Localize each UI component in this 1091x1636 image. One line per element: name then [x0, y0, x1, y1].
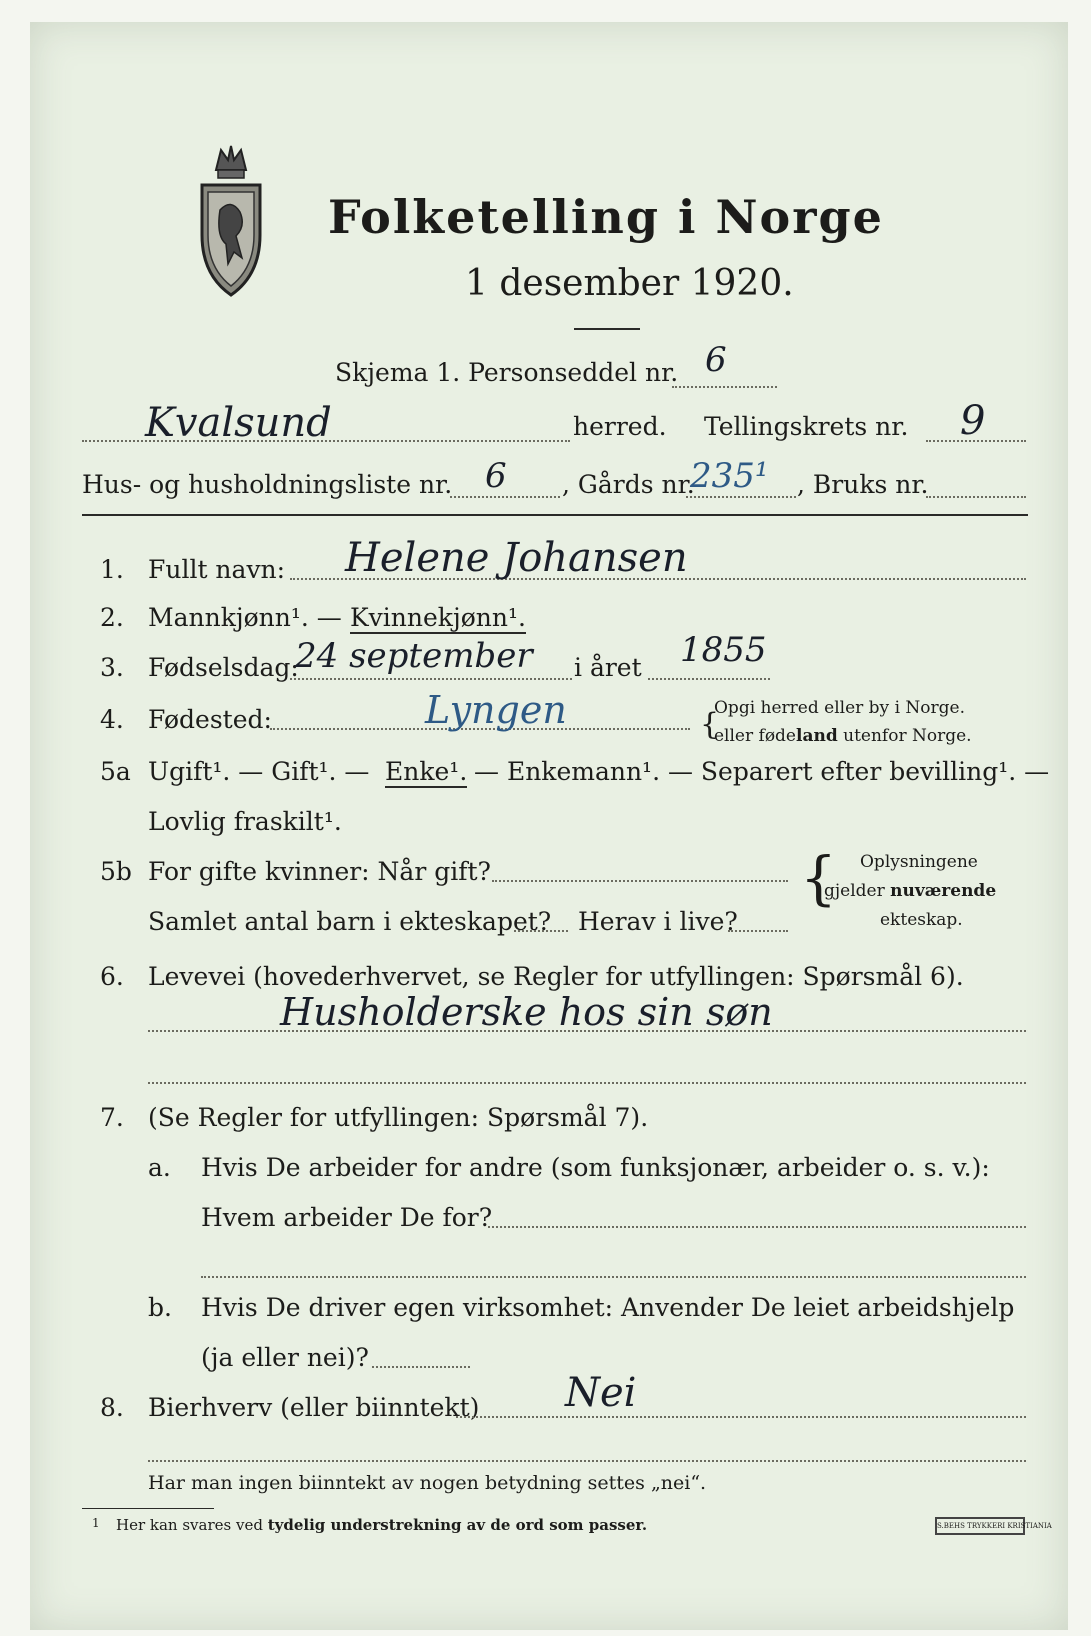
- marital-status-options-b: — Enkemann¹. — Separert efter bevilling¹. —: [474, 757, 1050, 786]
- birthyear-field-line: [648, 678, 770, 680]
- q8-number: 8.: [100, 1393, 124, 1422]
- year-label: i året: [574, 653, 642, 682]
- birthplace-note-line1: Opgi herred eller by i Norge.: [714, 698, 965, 718]
- marriage-note-line3: ekteskap.: [880, 910, 963, 930]
- schema-field-line: [672, 386, 777, 388]
- birthdate-value: 24 september: [295, 636, 533, 676]
- bruks-label: , Bruks nr.: [797, 470, 929, 499]
- side-income-label: Bierhverv (eller biinntekt): [148, 1393, 480, 1422]
- printer-stamp: S.BEHS TRYKKERI KRISTIANIA: [935, 1517, 1025, 1535]
- q4-label: Fødested:: [148, 705, 272, 734]
- liste-field-line: [450, 496, 560, 498]
- q1-number: 1.: [100, 555, 124, 584]
- header-rule: [82, 514, 1028, 516]
- hired-help-field-line: [372, 1366, 470, 1368]
- gender-male-option: Mannkjønn¹. —: [148, 603, 342, 632]
- occupation-label: Levevei (hovederhvervet, se Regler for utfyllingen: Spørsmål 6).: [148, 962, 964, 991]
- q6-number: 6.: [100, 962, 124, 991]
- q7-label: (Se Regler for utfyllingen: Spørsmål 7).: [148, 1103, 649, 1132]
- q7b-yes-no-label: (ja eller nei)?: [201, 1343, 369, 1372]
- employer-field-line-1: [488, 1226, 1026, 1228]
- husholdningsliste-label: Hus- og husholdningsliste nr.: [82, 470, 453, 499]
- marital-status-divorced: Lovlig fraskilt¹.: [148, 807, 342, 836]
- occupation-value: Husholderske hos sin søn: [280, 990, 773, 1034]
- children-total-field-line: [514, 930, 568, 932]
- gards-field-line: [686, 496, 796, 498]
- schema-label: Skjema 1. Personseddel nr.: [335, 358, 679, 387]
- side-income-value: Nei: [565, 1370, 637, 1416]
- title-divider: [574, 328, 640, 330]
- husholdningsliste-value: 6: [485, 456, 507, 496]
- q4-number: 4.: [100, 705, 124, 734]
- q7a-number: a.: [148, 1153, 171, 1182]
- birthyear-value: 1855: [680, 630, 767, 670]
- q5a-number: 5a: [100, 757, 131, 786]
- schema-value: 6: [705, 340, 727, 380]
- form-title: Folketelling i Norge: [328, 190, 884, 244]
- footnote-divider: [82, 1508, 214, 1509]
- q5b-number: 5b: [100, 857, 132, 886]
- full-name-value: Helene Johansen: [345, 535, 688, 581]
- occupation-field-line-1: [148, 1030, 1026, 1032]
- q7b-label: Hvis De driver egen virksomhet: Anvender De leiet arbeidshjelp: [201, 1293, 1015, 1322]
- q3-number: 3.: [100, 653, 124, 682]
- gender-female-option-underlined: Kvinnekjønn¹.: [350, 603, 526, 632]
- marital-status-options-a: Ugift¹. — Gift¹. —: [148, 757, 370, 786]
- marital-status-widow-underlined: Enke¹.: [385, 757, 468, 786]
- marriage-note-line2: gjelder nuværende: [824, 881, 997, 901]
- q7a-employer-label: Hvem arbeider De for?: [201, 1203, 493, 1232]
- children-alive-label: Herav i live?: [578, 907, 738, 936]
- birthdate-field-line: [290, 678, 572, 680]
- q2-number: 2.: [100, 603, 124, 632]
- employer-field-line-2: [201, 1276, 1026, 1278]
- herred-label: herred.: [573, 412, 667, 441]
- gards-value: 235¹: [690, 456, 769, 496]
- birthplace-value: Lyngen: [425, 688, 567, 732]
- married-women-label: For gifte kvinner: Når gift?: [148, 857, 491, 886]
- marriage-note-brace: {: [800, 844, 837, 912]
- tellingskrets-value: 9: [960, 398, 986, 444]
- marriage-note-line1: Oplysningene: [860, 852, 978, 872]
- q3-label: Fødselsdag:: [148, 653, 299, 682]
- footnote-text: Her kan svares ved tydelig understrekning av de ord som passer.: [116, 1516, 648, 1534]
- birthplace-note-line2: eller fødeland utenfor Norge.: [714, 726, 972, 746]
- bruks-field-line: [926, 496, 1026, 498]
- herred-value: Kvalsund: [145, 400, 332, 446]
- occupation-field-line-2: [148, 1082, 1026, 1084]
- footnote-marker: 1: [92, 1516, 100, 1530]
- children-total-label: Samlet antal barn i ekteskapet?: [148, 907, 552, 936]
- side-income-field-line-2: [148, 1460, 1026, 1462]
- side-income-note: Har man ingen biinntekt av nogen betydning settes „nei“.: [148, 1472, 707, 1494]
- q7a-label: Hvis De arbeider for andre (som funksjonær, arbeider o. s. v.):: [201, 1153, 990, 1182]
- q7-number: 7.: [100, 1103, 124, 1132]
- tellingskrets-label: Tellingskrets nr.: [704, 412, 909, 441]
- birthplace-note-brace: {: [700, 707, 720, 742]
- coat-of-arms-emblem: [196, 140, 266, 300]
- gards-label: , Gårds nr.: [562, 470, 695, 499]
- side-income-field-line-1: [456, 1416, 1026, 1418]
- children-alive-field-line: [728, 930, 788, 932]
- census-date: 1 desember 1920.: [465, 263, 794, 304]
- marriage-date-field-line: [492, 880, 788, 882]
- q1-label: Fullt navn:: [148, 555, 286, 584]
- q7b-number: b.: [148, 1293, 172, 1322]
